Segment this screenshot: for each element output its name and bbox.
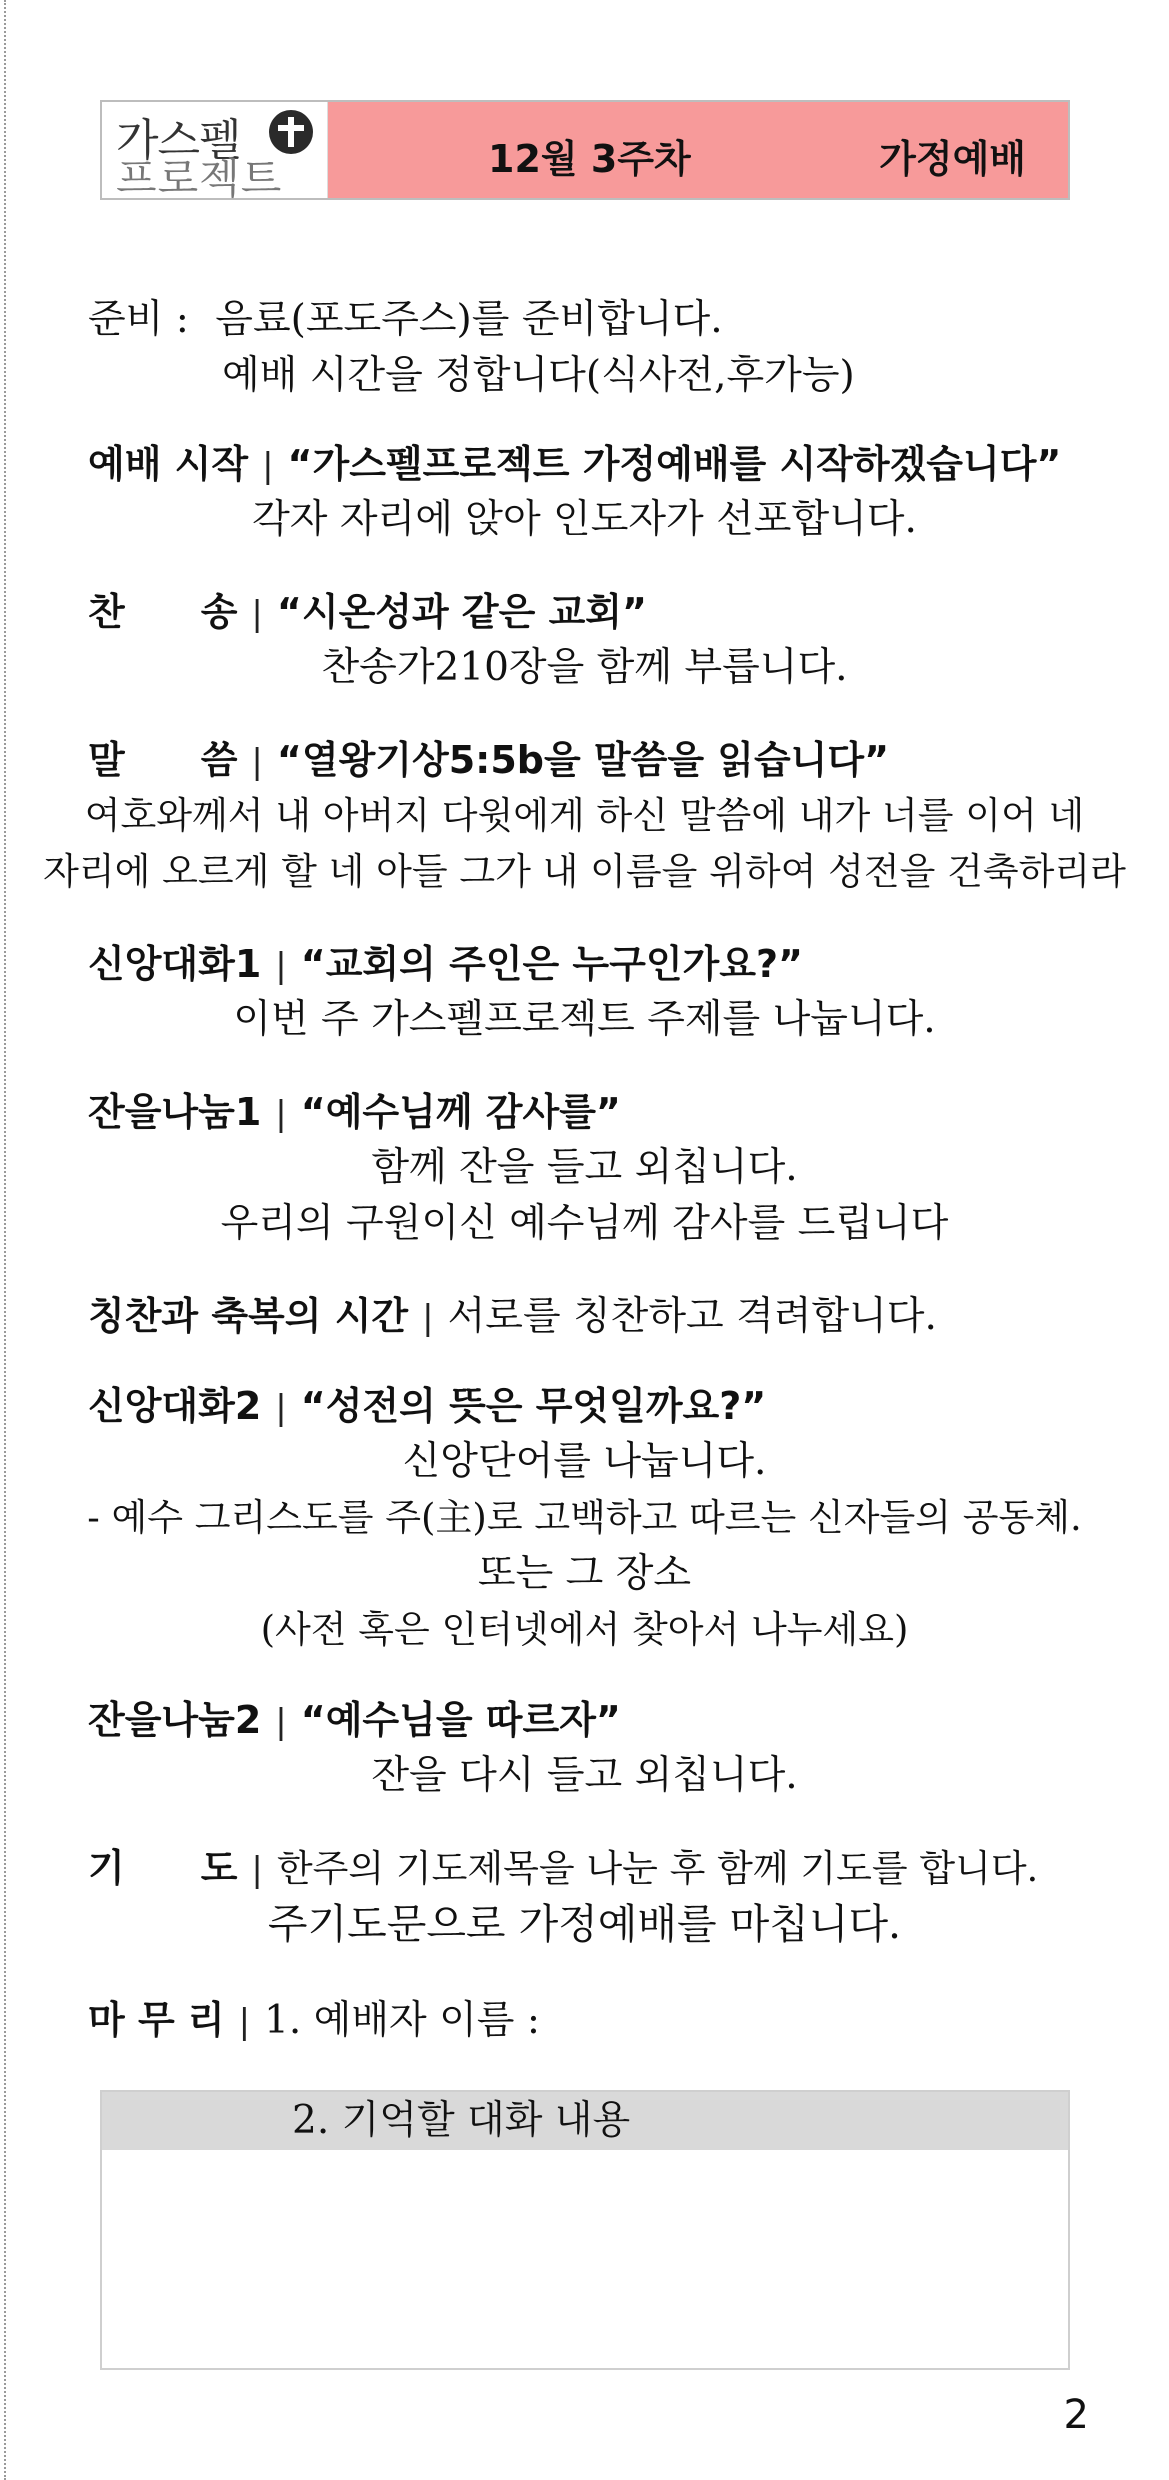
page-header	[100, 100, 1070, 203]
section-quote: “가스펠프로젝트 가정예배를 시작하겠습니다”	[287, 442, 1062, 486]
section-label: 칭찬과 축복의 시간	[88, 1294, 409, 1338]
section-talk2-text-3: 또는 그 장소	[477, 1551, 692, 1596]
section-cup1-title	[88, 1088, 621, 1138]
section-word-title	[88, 736, 889, 786]
separator: |	[262, 446, 274, 486]
section-label: 기 도	[88, 1846, 238, 1890]
section-label: 잔을나눔1	[88, 1090, 262, 1134]
section-quote: “성전의 뜻은 무엇일까요?”	[300, 1384, 767, 1428]
worshipper-name-field: 1. 예배자 이름 :	[264, 1998, 540, 2043]
section-prayer-text-2: 주기도문으로 가정예배를 마칩니다.	[267, 1900, 902, 1948]
section-label: 말 씀	[88, 738, 238, 782]
logo-text-bottom: 프로젝트	[116, 154, 283, 203]
prep-label: 준비 :	[88, 297, 189, 342]
section-cup2-title	[88, 1696, 621, 1746]
separator: |	[251, 742, 263, 782]
section-cup2-text: 잔을 다시 들고 외칩니다.	[371, 1753, 798, 1798]
cross-icon	[269, 110, 313, 154]
separator: |	[275, 1388, 287, 1428]
separator: |	[238, 2002, 251, 2042]
section-closing	[88, 1996, 540, 2046]
page-number: 2	[1063, 2392, 1089, 2438]
section-quote: “시온성과 같은 교회”	[276, 590, 647, 634]
separator: |	[251, 1850, 263, 1890]
section-talk1-title	[88, 940, 803, 990]
section-hymn-title	[88, 588, 647, 638]
section-label: 찬 송	[88, 590, 238, 634]
separator: |	[275, 1702, 287, 1742]
gospel-project-logo	[102, 102, 328, 203]
section-talk2-text-2: - 예수 그리스도를 주(主)로 고백하고 따르는 신자들의 공동체.	[87, 1496, 1082, 1539]
section-label: 신앙대화2	[88, 1384, 262, 1428]
section-label: 신앙대화1	[88, 942, 262, 986]
section-quote: “예수님을 따르자”	[300, 1698, 621, 1742]
section-start-text: 각자 자리에 앉아 인도자가 선포합니다.	[252, 497, 917, 542]
week-label: 12월 3주차	[488, 137, 691, 181]
memo-header: 2. 기억할 대화 내용	[102, 2092, 1068, 2150]
section-quote: “예수님께 감사를”	[300, 1090, 621, 1134]
section-talk2-text-4: (사전 혹은 인터넷에서 찾아서 나누세요)	[260, 1608, 909, 1651]
section-label: 마 무 리	[88, 1998, 225, 2042]
section-cup1-text-2: 우리의 구원이신 예수님께 감사를 드립니다	[220, 1201, 949, 1246]
scripture-line-2: 자리에 오르게 할 네 아들 그가 내 이름을 위하여 성전을 건축하리라	[43, 850, 1126, 893]
prep-line1: 음료(포도주스)를 준비합니다.	[215, 297, 723, 342]
section-talk1-text: 이번 주 가스펠프로젝트 주제를 나눕니다.	[233, 997, 936, 1042]
section-prayer	[88, 1844, 1038, 1894]
prep-line2: 예배 시간을 정합니다(식사전,후가능)	[222, 353, 855, 398]
section-quote: “교회의 주인은 누구인가요?”	[300, 942, 803, 986]
memo-box	[100, 2090, 1070, 2370]
separator: |	[251, 594, 263, 634]
section-hymn-text: 찬송가210장을 함께 부릅니다.	[321, 645, 848, 690]
separator: |	[275, 946, 287, 986]
section-text: 서로를 칭찬하고 격려합니다.	[447, 1294, 937, 1339]
section-label: 잔을나눔2	[88, 1698, 262, 1742]
section-talk2-title	[88, 1382, 766, 1432]
worship-type-label: 가정예배	[879, 137, 1026, 181]
section-text: 한주의 기도제목을 나눈 후 함께 기도를 합니다.	[276, 1847, 1039, 1890]
section-cup1-text-1: 함께 잔을 들고 외칩니다.	[371, 1145, 798, 1190]
prep-row	[88, 296, 723, 344]
section-label: 예배 시작	[88, 442, 249, 486]
separator: |	[275, 1094, 287, 1134]
section-praise	[88, 1292, 937, 1342]
section-talk2-text-1: 신앙단어를 나눕니다.	[402, 1439, 767, 1484]
scripture-line-1: 여호와께서 내 아버지 다윗에게 하신 말씀에 내가 너를 이어 네	[84, 794, 1085, 837]
logo-text-top: 가스펠	[116, 115, 241, 166]
separator: |	[422, 1298, 434, 1338]
section-quote: “열왕기상5:5b을 말씀을 읽습니다”	[276, 738, 890, 782]
header-band	[328, 102, 1068, 198]
section-start-title	[88, 440, 1061, 490]
